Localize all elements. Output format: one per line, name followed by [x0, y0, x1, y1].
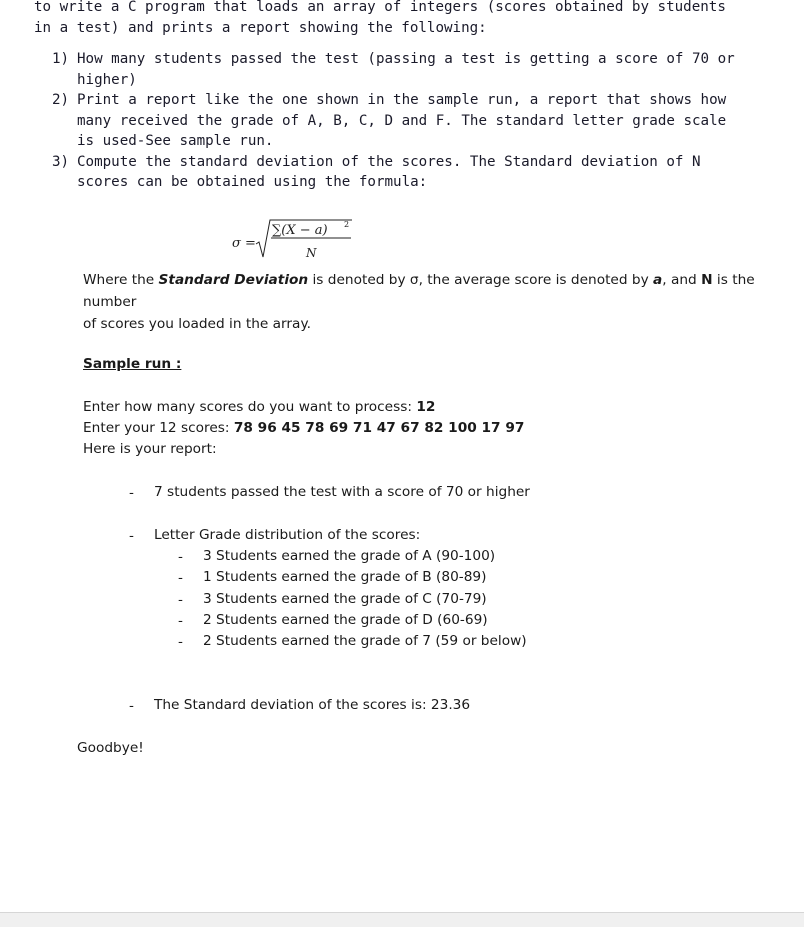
- explanation-a: a: [653, 272, 663, 288]
- prompt-text: Enter your 12 scores:: [83, 420, 234, 436]
- list-item-text: many received the grade of A, B, C, D and F. The standard letter grade scale: [77, 112, 727, 129]
- list-item-text: higher): [77, 71, 137, 88]
- formula-sigma: σ =: [232, 236, 256, 251]
- grade-line: 2 Students earned the grade of 7 (59 or below): [203, 633, 527, 649]
- prompt-text: Enter how many scores do you want to process:: [83, 399, 417, 415]
- grade-line: 3 Students earned the grade of C (70-79): [203, 591, 487, 607]
- passed-line: 7 students passed the test with a score of 70 or higher: [154, 484, 530, 500]
- prompt-value: 78 96 45 78 69 71 47 67 82 100 17 97: [233, 420, 525, 436]
- list-item-text: scores can be obtained using the formula:: [77, 174, 428, 190]
- horizontal-scrollbar[interactable]: [0, 912, 804, 927]
- list-item-text: Compute the standard deviation of the scores. The Standard deviation of N: [77, 153, 701, 170]
- grade-line: 1 Students earned the grade of B (80-89): [203, 569, 487, 585]
- requirements-list: [52, 49, 772, 193]
- list-item-text: Print a report like the one shown in the sample run, a report that shows how: [77, 92, 727, 108]
- intro-line: to write a C program that loads an array of integers (scores obtained by students: [34, 0, 726, 15]
- bullet-dash: -: [178, 613, 183, 629]
- bullet-dash: -: [178, 592, 183, 608]
- goodbye-text: Goodbye!: [77, 740, 144, 756]
- bullet-dash: -: [129, 485, 134, 501]
- distribution-title: Letter Grade distribution of the scores:: [154, 527, 421, 543]
- bullet-dash: -: [129, 698, 134, 714]
- intro-paragraph: [34, 0, 794, 38]
- list-item-text: is used-See sample run.: [77, 133, 274, 149]
- std-dev-formula: [230, 217, 360, 267]
- prompt-scores: [83, 420, 524, 436]
- explanation-term: Standard Deviation: [158, 272, 309, 288]
- list-item: [52, 49, 772, 90]
- report-label: Here is your report:: [83, 441, 217, 457]
- prompt-value: 12: [416, 399, 436, 415]
- list-item-text: How many students passed the test (passing a test is getting a score of 70 or: [77, 51, 735, 67]
- bullet-dash: -: [178, 570, 183, 586]
- sample-run-heading: Sample run :: [83, 356, 182, 372]
- std-dev-result: The Standard deviation of the scores is: 23.36: [154, 697, 471, 713]
- explanation-n: N: [701, 272, 713, 288]
- list-number: 2): [52, 92, 70, 108]
- formula-numerator: ∑(X − a): [272, 223, 328, 238]
- intro-line: in a test) and prints a report showing the following:: [34, 19, 487, 36]
- bullet-dash: -: [129, 528, 134, 544]
- grade-line: 2 Students earned the grade of D (60-69): [203, 612, 488, 628]
- bullet-dash: -: [178, 634, 183, 650]
- bullet-dash: -: [178, 549, 183, 565]
- formula-explanation: [83, 269, 773, 335]
- formula-exponent: 2: [344, 220, 350, 229]
- formula-denominator: N: [306, 246, 317, 260]
- list-number: 3): [52, 153, 70, 170]
- explanation-text: of scores you loaded in the array.: [83, 316, 311, 332]
- explanation-text: is denoted by σ, the average score is denoted by: [308, 272, 654, 288]
- explanation-text: Where the: [83, 272, 159, 288]
- list-item: [52, 90, 772, 152]
- explanation-text: , and: [662, 272, 702, 288]
- grade-line: 3 Students earned the grade of A (90-100): [203, 548, 496, 564]
- list-item: [52, 152, 772, 193]
- explanation-text: is the number: [83, 272, 755, 310]
- prompt-count: [83, 399, 435, 415]
- list-number: 1): [52, 51, 70, 67]
